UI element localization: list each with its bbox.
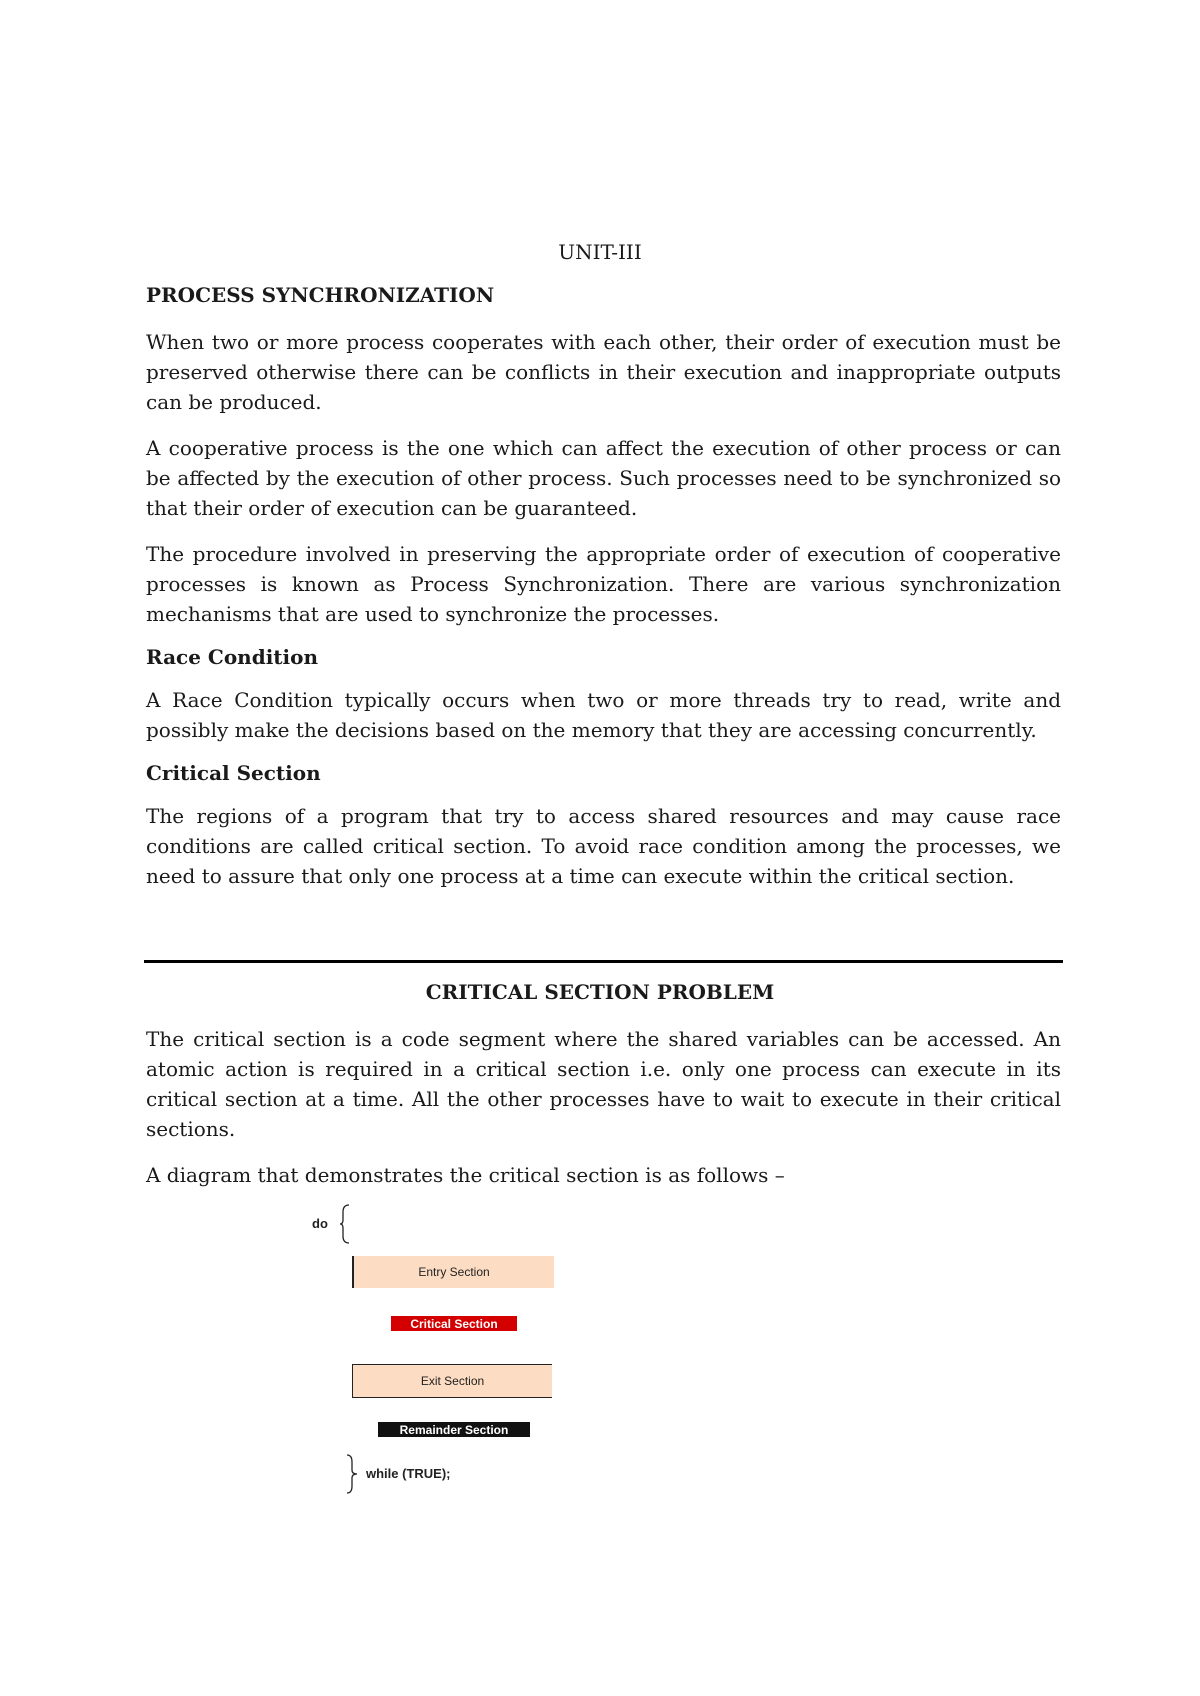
- open-brace-icon: [340, 1204, 350, 1244]
- critical-section-heading: Critical Section: [146, 761, 321, 785]
- entry-section-box: Entry Section: [352, 1256, 554, 1288]
- section-process-sync: [146, 283, 1061, 891]
- race-condition-paragraph: A Race Condition typically occurs when two or more threads try to read, write and possibly make the decisions based on the memory that they are accessing concurrently.: [146, 688, 1061, 742]
- remainder-section-box: Remainder Section: [378, 1422, 530, 1437]
- process-sync-heading: PROCESS SYNCHRONIZATION: [146, 283, 495, 307]
- critical-section-box: Critical Section: [391, 1316, 517, 1331]
- do-label: do: [312, 1216, 328, 1231]
- while-label: while (TRUE);: [366, 1466, 451, 1481]
- unit-title: UNIT-III: [558, 240, 642, 264]
- process-sync-paragraph-1: When two or more process cooperates with each other, their order of execution must be preserved otherwise there can be conflicts in their execution and inappropriate outputs can be produced.: [146, 330, 1061, 414]
- process-sync-paragraph-2: A cooperative process is the one which can affect the execution of other process or can be affected by the execution of other process. Such processes need to be synchronized so that their order of execution can be guaranteed.: [146, 436, 1061, 520]
- close-brace-icon: [346, 1454, 358, 1494]
- race-condition-heading: Race Condition: [146, 645, 319, 669]
- exit-section-box: Exit Section: [352, 1364, 552, 1398]
- critical-section-paragraph: The regions of a program that try to access shared resources and may cause race conditions are called critical section. To avoid race condition among the processes, we need to assure that only one process at a time can execute within the critical section.: [146, 804, 1061, 888]
- critical-section-problem-heading: CRITICAL SECTION PROBLEM: [425, 980, 775, 1004]
- section-divider: [144, 960, 1063, 963]
- process-sync-paragraph-3: The procedure involved in preserving the appropriate order of execution of cooperative processes is known as Process Synchronization. There are various synchronization mechanisms that are used to synchronize the processes.: [146, 542, 1061, 626]
- section-critical-problem: [146, 1024, 1061, 1190]
- critical-problem-paragraph-1: The critical section is a code segment where the shared variables can be accessed. An atomic action is required in a critical section i.e. only one process can execute in its critical section at a time. All the other processes have to wait to execute in their critical sections.: [146, 1027, 1061, 1141]
- critical-section-diagram: [300, 1190, 600, 1510]
- critical-problem-paragraph-2: A diagram that demonstrates the critical section is as follows –: [146, 1163, 785, 1187]
